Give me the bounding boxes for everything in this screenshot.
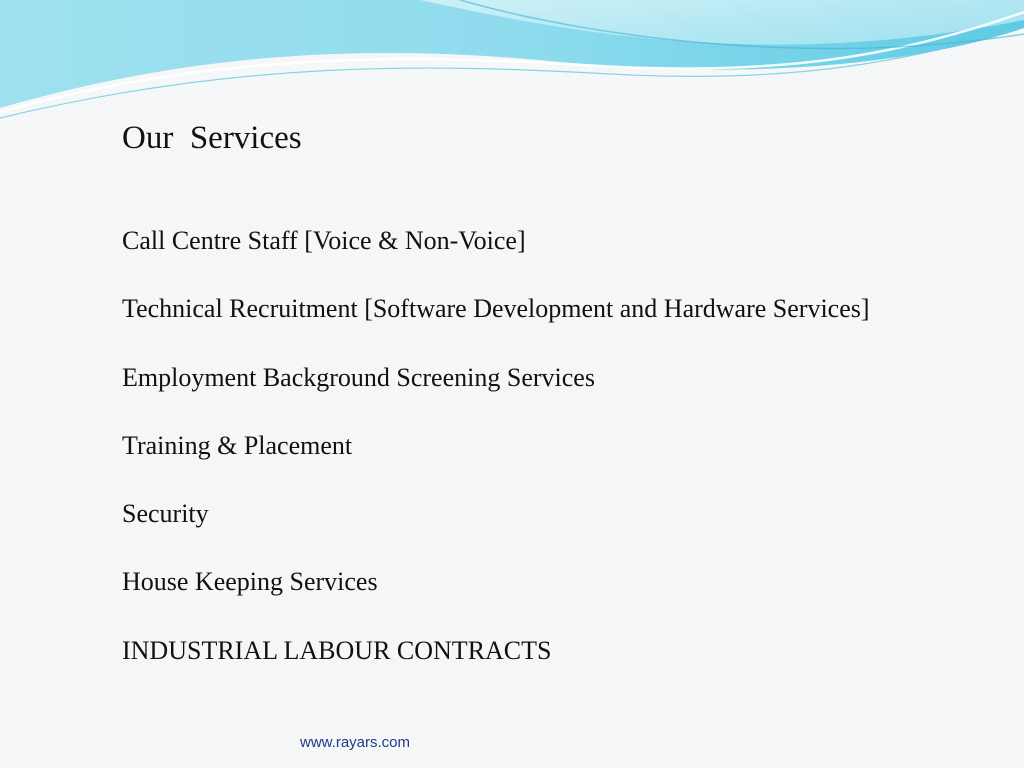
footer-website-link[interactable]: www.rayars.com xyxy=(300,734,411,751)
service-item-security: Security xyxy=(122,499,209,529)
service-item-background-screening: Employment Background Screening Services xyxy=(122,362,595,392)
slide-title: Our Services xyxy=(122,120,302,156)
service-item-industrial-labour: INDUSTRIAL LABOUR CONTRACTS xyxy=(122,635,552,665)
service-item-technical-recruitment: Technical Recruitment [Software Development and Hardware Services] xyxy=(122,294,870,324)
service-item-house-keeping: House Keeping Services xyxy=(122,567,378,597)
wave-decoration xyxy=(0,0,1024,130)
service-item-training-placement: Training & Placement xyxy=(122,430,353,460)
services-list xyxy=(122,224,870,702)
service-item-call-centre: Call Centre Staff [Voice & Non-Voice] xyxy=(122,226,526,255)
